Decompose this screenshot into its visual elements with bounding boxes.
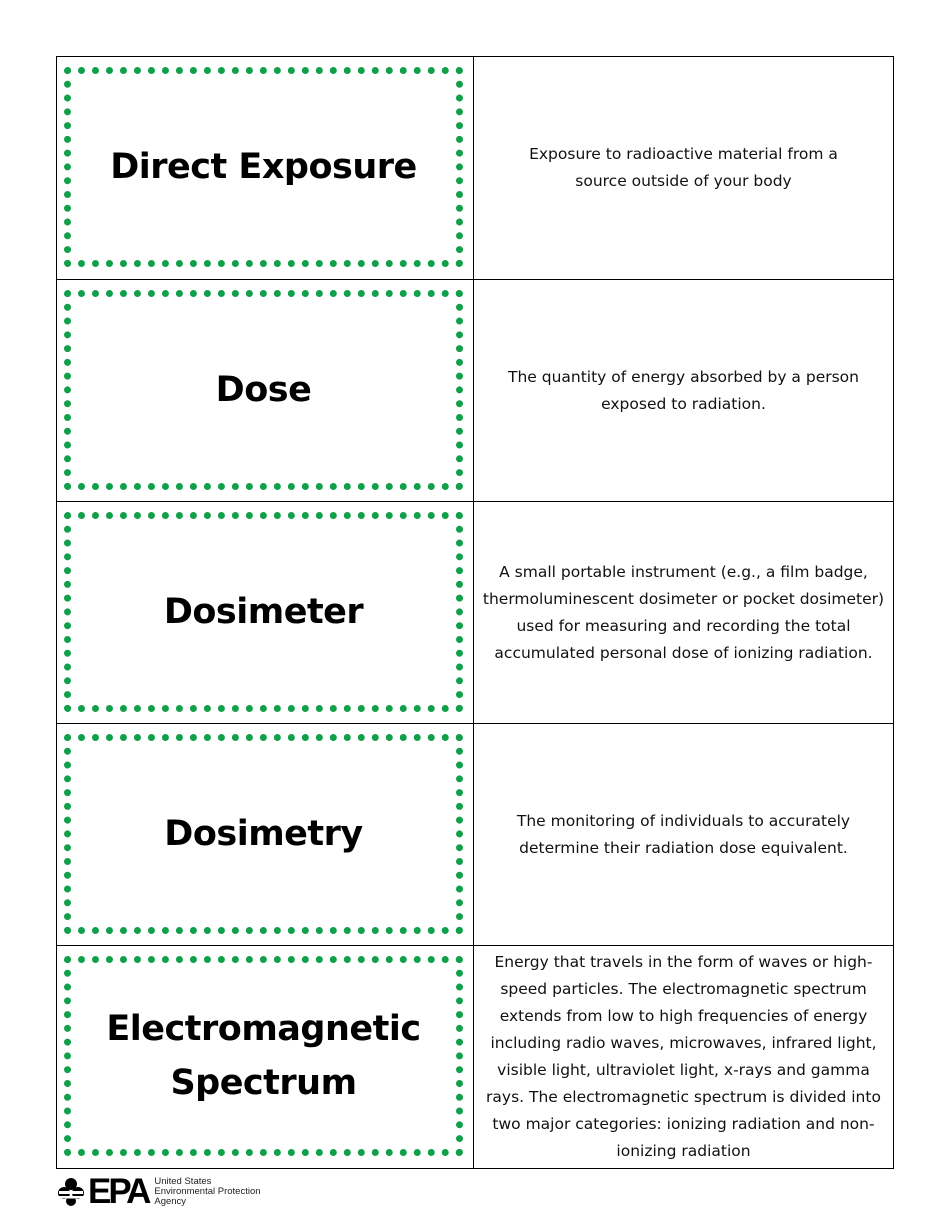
definition-text: A small portable instrument (e.g., a film badge, thermoluminescent dosimeter or pocket dosimeter) used for measuring and recording the total accumulated personal dose of ionizing radiation.	[482, 562, 885, 662]
flashcard-row	[57, 280, 893, 502]
definition-cell	[474, 502, 893, 723]
term-cell	[57, 502, 474, 723]
dotted-frame	[64, 956, 463, 1156]
definition-cell	[474, 946, 893, 1168]
epa-logo	[56, 1172, 149, 1211]
epa-footer	[56, 1172, 261, 1211]
flashcard-sheet	[56, 56, 894, 1169]
dotted-frame	[64, 290, 463, 490]
definition-text: Energy that travels in the form of waves or high-speed particles. The electromagnetic spectrum extends from low to high frequencies of energy including radio waves, microwaves, infrared light, visible light, ultraviolet light, x-rays and gamma rays. The electromagnetic spectrum is divided into two major categories: ionizing radiation and non-ionizing radiation	[486, 953, 881, 1160]
term-cell	[57, 57, 474, 279]
epa-flower-icon	[56, 1177, 86, 1207]
definition-cell	[474, 724, 893, 945]
term-text: Electromagnetic Spectrum	[106, 1009, 421, 1103]
dotted-frame	[64, 67, 463, 267]
flashcard-row	[57, 724, 893, 946]
agency-line: Agency	[154, 1196, 187, 1207]
definition-cell	[474, 57, 893, 279]
definition-text: The monitoring of individuals to accurately determine their radiation dose equivalent.	[516, 811, 851, 857]
term-cell	[57, 724, 474, 945]
term-text: Direct Exposure	[110, 147, 417, 187]
definition-text: Exposure to radioactive material from a source outside of your body	[529, 145, 838, 190]
definition-text: The quantity of energy absorbed by a person exposed to radiation.	[507, 367, 859, 413]
dotted-frame	[64, 512, 463, 712]
definition-cell	[474, 280, 893, 501]
term-text: Dose	[215, 370, 312, 410]
dotted-frame	[64, 734, 463, 934]
flashcard-row	[57, 502, 893, 724]
flashcard-row	[57, 57, 893, 280]
agency-name	[154, 1177, 260, 1207]
term-cell	[57, 946, 474, 1168]
term-text: Dosimetry	[164, 814, 363, 854]
term-text: Dosimeter	[163, 592, 364, 632]
agency-line: United States	[154, 1176, 212, 1187]
agency-line: Environmental Protection	[154, 1186, 261, 1197]
epa-logo-text: EPA	[88, 1172, 149, 1211]
term-cell	[57, 280, 474, 501]
flashcard-row	[57, 946, 893, 1169]
